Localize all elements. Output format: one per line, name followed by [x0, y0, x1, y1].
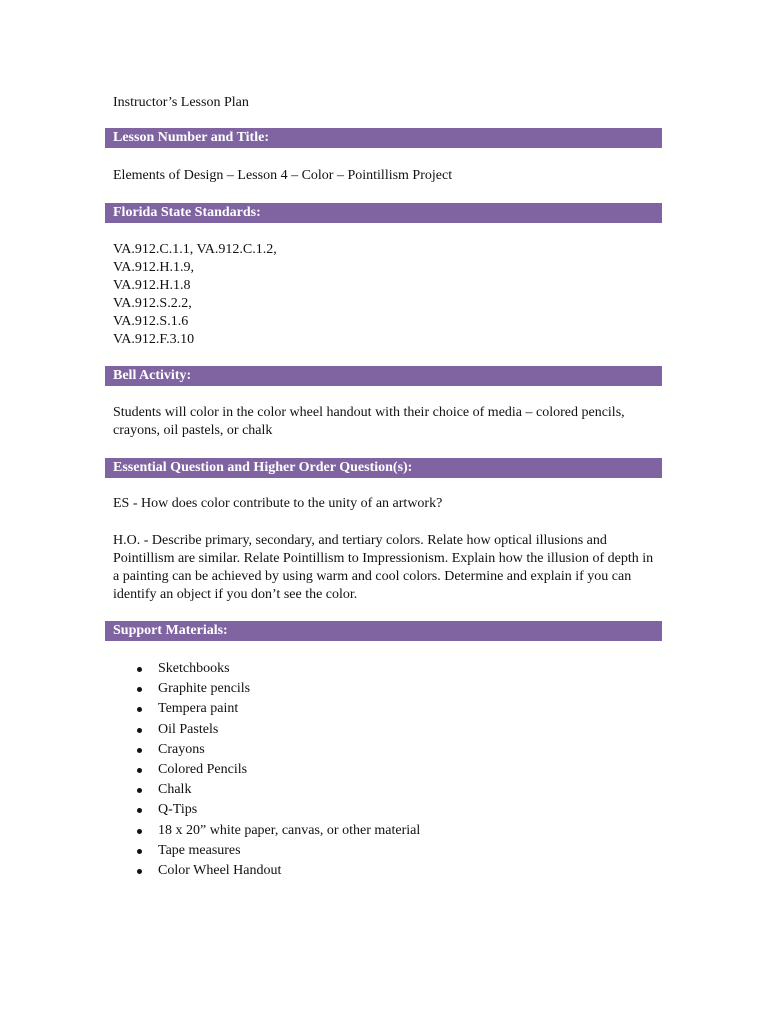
lesson-title-text: [113, 167, 658, 185]
essential-question-text: ES - How does color contribute to the unity of an artwork?: [113, 496, 443, 511]
list-item: Graphite pencils: [135, 679, 420, 699]
list-item: Crayons: [135, 740, 420, 760]
bell-activity-text: [113, 404, 658, 440]
list-item: Tempera paint: [135, 699, 420, 719]
questions-header-bar: Essential Question and Higher Order Question(s):: [105, 458, 662, 478]
standard-line: VA.912.S.1.6: [113, 314, 189, 329]
essential-question: [113, 495, 658, 513]
list-item: Colored Pencils: [135, 760, 420, 780]
standard-line: VA.912.H.1.8: [113, 278, 191, 293]
lesson-header-bar: Lesson Number and Title:: [105, 128, 662, 148]
list-item: Q-Tips: [135, 800, 420, 820]
list-item: Chalk: [135, 780, 420, 800]
list-item: Color Wheel Handout: [135, 861, 420, 881]
higher-order-question: [113, 532, 658, 604]
lesson-title: Elements of Design – Lesson 4 – Color – Pointillism Project: [113, 168, 453, 183]
list-item: 18 x 20” white paper, canvas, or other material: [135, 821, 420, 841]
bell-activity-paragraph: Students will color in the color wheel handout with their choice of media – colored pencils, crayons, oil pastels, or chalk: [113, 405, 625, 438]
standard-line: VA.912.S.2.2,: [113, 296, 192, 311]
standard-line: VA.912.C.1.1, VA.912.C.1.2,: [113, 242, 277, 257]
list-item: Tape measures: [135, 841, 420, 861]
standard-line: VA.912.H.1.9,: [113, 260, 195, 275]
standard-line: VA.912.F.3.10: [113, 332, 195, 347]
materials-list: [135, 659, 420, 881]
bell-activity-header-bar: Bell Activity:: [105, 366, 662, 386]
document-title: Instructor’s Lesson Plan: [113, 95, 249, 110]
list-item: Sketchbooks: [135, 659, 420, 679]
standards-header-bar: Florida State Standards:: [105, 203, 662, 223]
standards-list: [113, 241, 658, 349]
materials-header-bar: Support Materials:: [105, 621, 662, 641]
list-item: Oil Pastels: [135, 720, 420, 740]
higher-order-question-text: H.O. - Describe primary, secondary, and tertiary colors. Relate how optical illusions and Pointillism are similar. Relate Pointillism to Impressionism. Explain how the illusion of depth in a painting can be achieved by using warm and cool colors. Determine and explain if you can identify an object if you don’t see the color.: [113, 533, 654, 602]
